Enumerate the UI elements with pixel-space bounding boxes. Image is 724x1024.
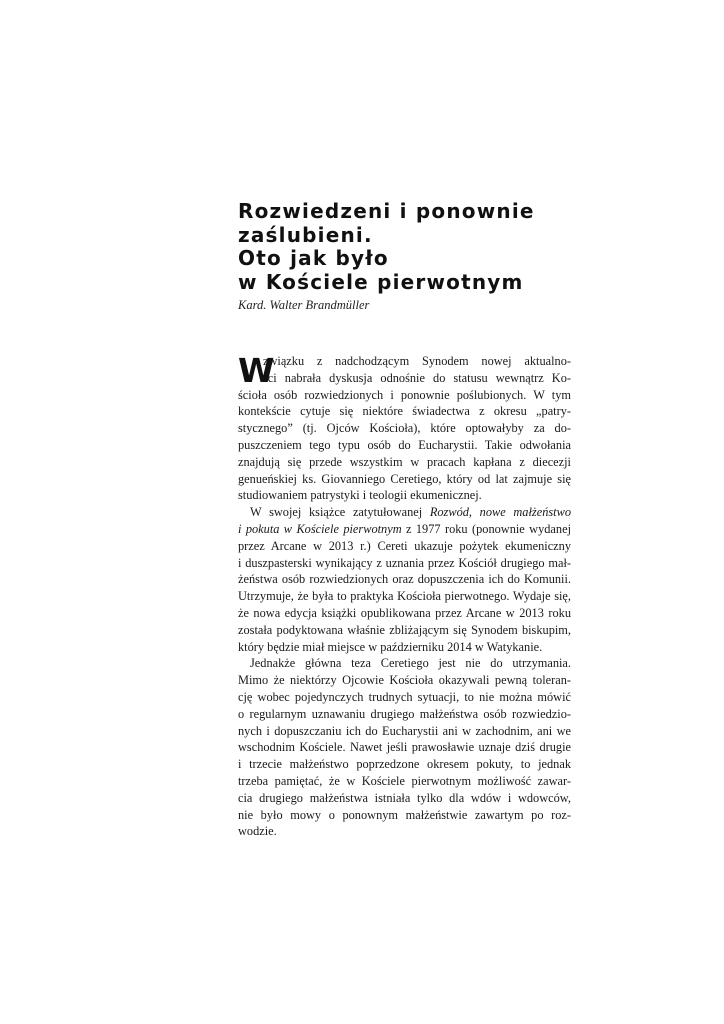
- text-line: została podyktowana właśnie zbliżającym się Synodem biskupim,: [238, 622, 571, 637]
- text-line: Mimo że niektórzy Ojcowie Kościoła okazywali pewną toleran-: [238, 673, 571, 688]
- article: [238, 200, 571, 840]
- text-line: Jednakże główna teza Ceretiego jest nie do utrzymania.: [250, 656, 571, 671]
- text-line: przez Arcane w 2013 r.) Cereti ukazuje pożytek ekumeniczny: [238, 538, 571, 553]
- paragraph-1: [238, 353, 571, 504]
- text-line: puszczeniem tego typu osób do Eucharystii. Takie odwołania: [238, 437, 571, 452]
- title-line: Oto jak było: [238, 246, 389, 270]
- book-title-italic: i pokuta w Kościele pierwotnym: [238, 521, 402, 536]
- text-line: studiowaniem patrystyki i teologii ekumenicznej.: [238, 488, 482, 503]
- text-line: i trzecie małżeństwo poprzedzone okresem pokuty, to jednak: [238, 757, 571, 772]
- text-line: że nowa edycja książki opublikowana przez Arcane w 2013 roku: [238, 605, 571, 620]
- text-line: kontekście cytuje się niektóre świadectwa z okresu „patry-: [238, 404, 571, 419]
- text-line: znajdują się przede wszystkim w pracach kapłana z diecezji: [238, 454, 571, 469]
- text-line: [238, 521, 571, 538]
- text-line: nie było mowy o ponownym małżeństwie zawartym po roz-: [238, 807, 571, 822]
- text-run: W swojej książce zatytułowanej: [250, 505, 430, 520]
- text-line: Utrzymuje, że była to praktyka Kościoła pierwotnego. Wydaje się,: [238, 589, 571, 604]
- title-line: w Kościele pierwotnym: [238, 269, 524, 294]
- article-title: [238, 200, 571, 294]
- paragraph-2: [238, 504, 571, 655]
- text-line: trzeba pamiętać, że w Kościele pierwotnym możliwość zawar-: [238, 773, 571, 788]
- paragraph-3: [238, 655, 571, 840]
- text-line: cję wobec pojedynczych trudnych sytuacji, to nie można mówić: [238, 689, 571, 704]
- text-line: genueńskiej ks. Giovanniego Ceretiego, który od lat zajmuje się: [238, 471, 571, 486]
- title-line: Rozwiedzeni i ponownie: [238, 199, 535, 223]
- text-line: związku z nadchodzącym Synodem nowej aktualno-: [263, 354, 571, 368]
- text-line: ści nabrała dyskusja odnośnie do statusu wewnątrz Ko-: [263, 370, 571, 385]
- text-line: wodzie.: [238, 824, 277, 839]
- article-author: Kard. Walter Brandmüller: [238, 298, 370, 312]
- text-line: stycznego” (tj. Ojców Kościoła), które optowałyby za do-: [238, 421, 571, 436]
- title-line: zaślubieni.: [238, 222, 373, 247]
- text-line: [238, 504, 571, 521]
- text-line: i duszpasterski wynikający z uznania przez Kościół drugiego mał-: [238, 555, 571, 570]
- text-line: wschodnim Kościele. Nawet jeśli prawosławie uznaje dziś drugie: [238, 740, 571, 755]
- book-title-italic: Rozwód, nowe małżeństwo: [429, 505, 571, 520]
- text-run: z 1977 roku (ponownie wydanej: [401, 521, 571, 536]
- text-line: nych i dopuszczaniu ich do Eucharystii ani w zachodnim, ani we: [238, 723, 571, 738]
- text-line: o regularnym uznawaniu drugiego małżeństwa osób rozwiedzio-: [238, 706, 571, 721]
- drop-cap: W: [238, 351, 275, 390]
- text-line: żeństwa osób rozwiedzionych oraz dopuszczenia ich do Komunii.: [238, 572, 571, 587]
- article-body: [238, 353, 571, 840]
- text-line: ścioła osób rozwiedzionych i ponownie poślubionych. W tym: [238, 387, 571, 402]
- text-line: cia drugiego małżeństwa istniała tylko dla wdów i wdowców,: [238, 790, 571, 805]
- text-line: który będzie miał miejsce w październiku 2014 w Watykanie.: [238, 639, 543, 654]
